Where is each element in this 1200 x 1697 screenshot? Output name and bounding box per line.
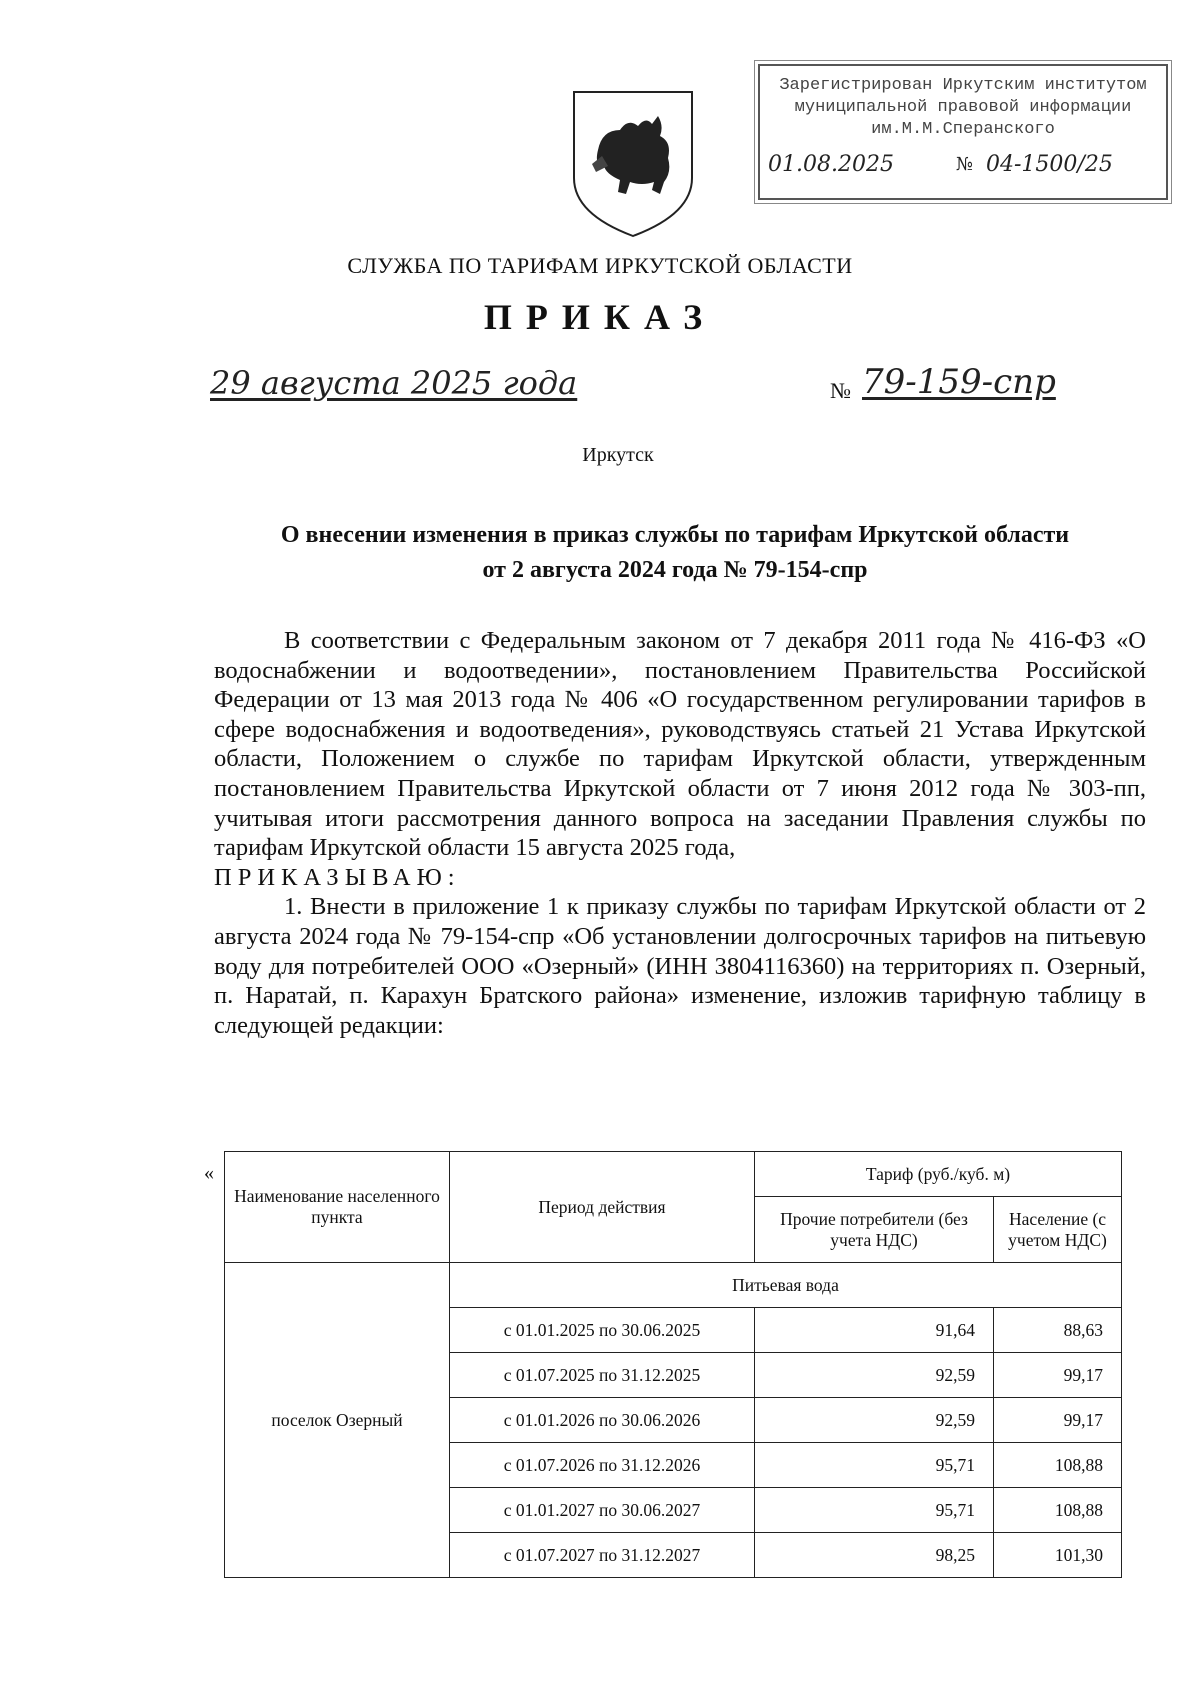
stamp-line: муниципальной правовой информации: [794, 98, 1132, 117]
other-tariff-cell: 92,59: [755, 1398, 994, 1443]
period-cell: с 01.01.2026 по 30.06.2026: [450, 1398, 755, 1443]
other-tariff-cell: 92,59: [755, 1353, 994, 1398]
other-tariff-cell: 95,71: [755, 1488, 994, 1533]
population-tariff-cell: 108,88: [994, 1443, 1122, 1488]
period-cell: с 01.01.2025 по 30.06.2025: [450, 1308, 755, 1353]
order-number-sign: №: [830, 378, 851, 403]
population-tariff-cell: 101,30: [994, 1533, 1122, 1578]
title-line: от 2 августа 2024 года № 79-154-спр: [482, 557, 868, 583]
col-header-period: Период действия: [450, 1152, 755, 1263]
col-header-other: Прочие потребители (без учета НДС): [755, 1197, 994, 1263]
registration-stamp: [758, 64, 1168, 200]
city-name: Иркутск: [582, 444, 654, 466]
period-cell: с 01.07.2025 по 31.12.2025: [450, 1353, 755, 1398]
section-header: Питьевая вода: [450, 1263, 1122, 1308]
quote-open: «: [204, 1162, 214, 1184]
order-date: 29 августа 2025 года: [210, 364, 578, 402]
other-tariff-cell: 98,25: [755, 1533, 994, 1578]
title-line: О внесении изменения в приказ службы по тарифам Иркутской области: [280, 522, 1070, 548]
population-tariff-cell: 88,63: [994, 1308, 1122, 1353]
document-type: ПРИКАЗ: [483, 297, 717, 337]
period-cell: с 01.07.2027 по 31.12.2027: [450, 1533, 755, 1578]
population-tariff-cell: 99,17: [994, 1353, 1122, 1398]
stamp-line: им.М.М.Сперанского: [871, 120, 1055, 139]
other-tariff-cell: 91,64: [755, 1308, 994, 1353]
col-header-locality: Наименование населенного пункта: [225, 1152, 450, 1263]
period-cell: с 01.07.2026 по 31.12.2026: [450, 1443, 755, 1488]
period-cell: с 01.01.2027 по 30.06.2027: [450, 1488, 755, 1533]
stamp-registration-date: 01.08.2025: [768, 152, 894, 177]
document-title: [210, 518, 1140, 588]
tariff-table: [224, 1151, 1122, 1578]
population-tariff-cell: 108,88: [994, 1488, 1122, 1533]
coat-of-arms-emblem: [568, 86, 698, 240]
population-tariff-cell: 99,17: [994, 1398, 1122, 1443]
order-number: 79-159-спр: [862, 362, 1056, 402]
stamp-number-sign: №: [956, 154, 974, 175]
col-header-population: Население (с учетом НДС): [994, 1197, 1122, 1263]
order-word: ПРИКАЗЫВАЮ:: [214, 863, 461, 891]
stamp-registration-number: 04-1500/25: [986, 152, 1113, 177]
document-body: [214, 626, 1146, 1040]
preamble-paragraph: В соответствии с Федеральным законом от 7 декабря 2011 года № 416-ФЗ «О водоснабжении и водоотведении», постановлением Правительства Российской Федерации от 13 мая 2013 года № 406 «О государственном регулировании тарифов в сфере водоснабжения и водоотведения», руководствуясь статьей 21 Устава Иркутской области, Положением о службе по тарифам Иркутской области, утвержденным постановлением Правительства Иркутской области от 7 июня 2012 года № 303-пп, учитывая итоги рассмотрения данного вопроса на заседании Правления службы по тарифам Иркутской области 15 августа 2025 года,: [214, 627, 1146, 862]
item-1-paragraph: 1. Внести в приложение 1 к приказу службы по тарифам Иркутской области от 2 августа 2024 года № 79-154-спр «Об установлении долгосрочных тарифов на питьевую воду для потребителей ООО «Озерный» (ИНН 3804116360) на территориях п. Озерный, п. Наратай, п. Карахун Братского района» изменение, изложив тарифную таблицу в следующей редакции:: [214, 893, 1146, 1039]
stamp-line: Зарегистрирован Иркутским институтом: [779, 76, 1147, 95]
locality-cell: поселок Озерный: [225, 1263, 450, 1578]
other-tariff-cell: 95,71: [755, 1443, 994, 1488]
col-header-tariff: Тариф (руб./куб. м): [755, 1152, 1122, 1197]
agency-name: СЛУЖБА ПО ТАРИФАМ ИРКУТСКОЙ ОБЛАСТИ: [347, 253, 853, 278]
